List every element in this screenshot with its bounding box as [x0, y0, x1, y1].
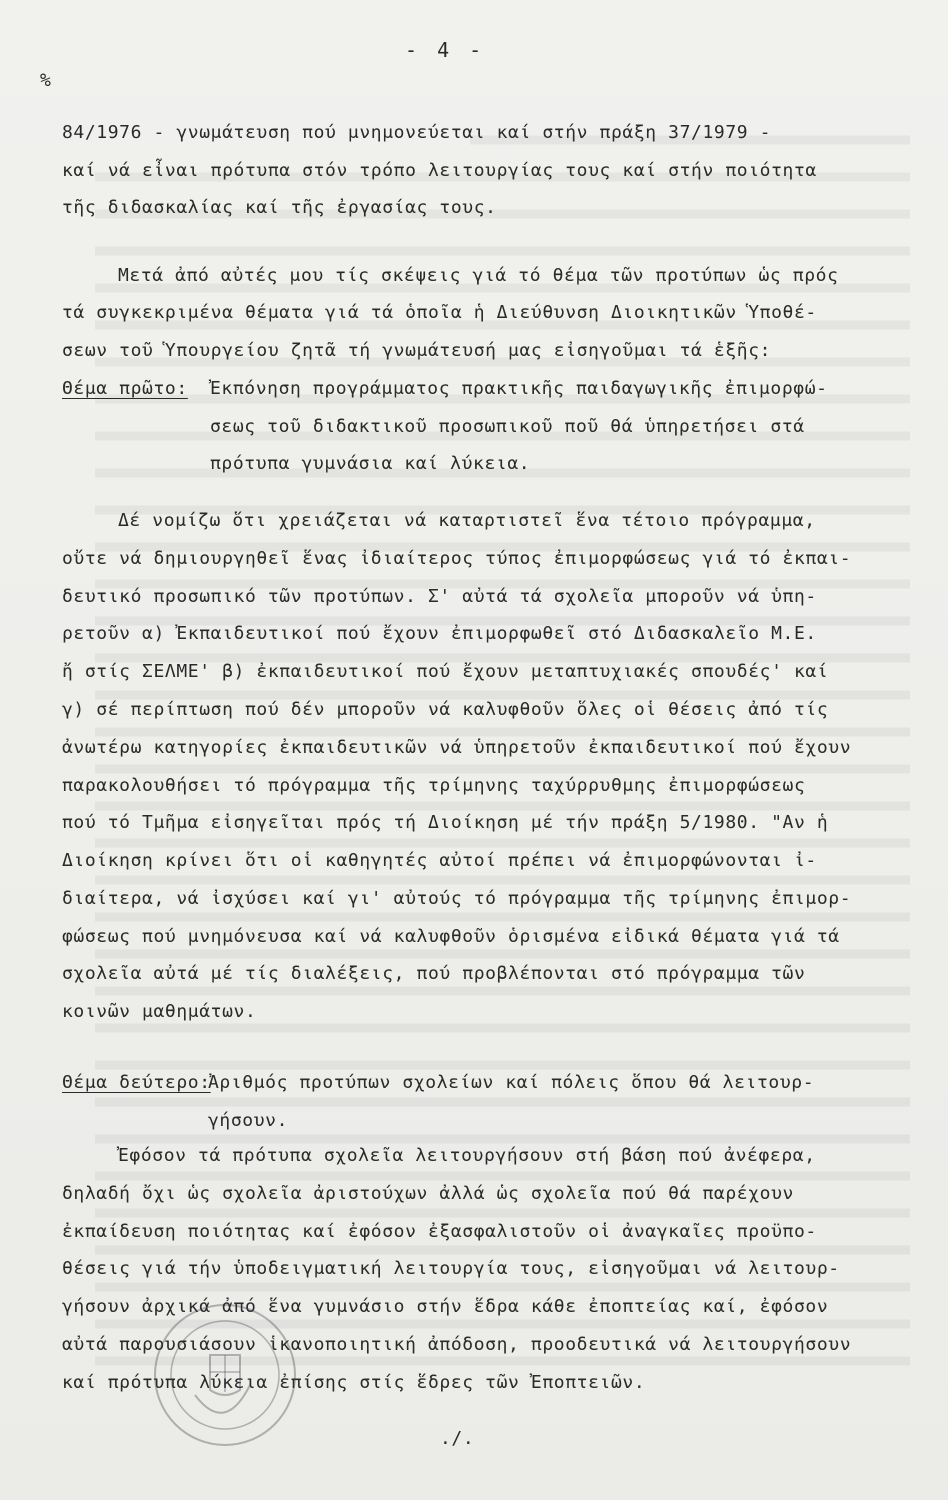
theme-one-line: Ἐκπόνηση προγράμματος πρακτικῆς παιδαγωγικῆς ἐπιμορφώ- — [210, 378, 828, 399]
corner-mark: % — [40, 70, 52, 91]
theme-two-line: Ἀριθμός προτύπων σχολείων καί πόλεις ὅπου θά λειτουρ- — [208, 1072, 815, 1093]
paragraph-line: πού τό Τμῆμα εἰσηγεῖται πρός τή Διοίκηση μέ τήν πράξη 5/1980. "Αν ἡ — [62, 812, 829, 833]
paragraph-line: θέσεις γιά τήν ὑποδειγματική λειτουργία τους, εἰσηγοῦμαι νά λειτουρ- — [62, 1258, 840, 1279]
page-number: - 4 - — [405, 38, 486, 62]
paragraph-line: γ) σέ περίπτωση πού δέν μποροῦν νά καλυφθοῦν ὅλες οἱ θέσεις ἀπό τίς — [62, 699, 829, 720]
body-line: σεων τοῦ Ὑπουργείου ζητᾶ τή γνωμάτευσή μας εἰσηγοῦμαι τά ἑξῆς: — [62, 340, 772, 361]
paragraph-line: δηλαδή ὄχι ὡς σχολεῖα ἀριστούχων ἀλλά ὡς σχολεῖα πού θά παρέχουν — [62, 1183, 794, 1204]
paragraph-line: διαίτερα, νά ἰσχύσει καί γι' αὐτούς τό πρόγραμμα τῆς τρίμηνης ἐπιμορ- — [62, 888, 852, 909]
paragraph-line: Δέ νομίζω ὅτι χρειάζεται νά καταρτιστεῖ ἕνα τέτοιο πρόγραμμα, — [118, 510, 816, 531]
body-line: Μετά ἀπό αὐτές μου τίς σκέψεις γιά τό θέμα τῶν προτύπων ὡς πρός — [118, 265, 839, 286]
official-stamp-seal — [150, 1300, 300, 1450]
paragraph-line: κοινῶν μαθημάτων. — [62, 1001, 257, 1022]
theme-two-label: Θέμα δεύτερο: — [62, 1072, 211, 1093]
paragraph-line: δευτικό προσωπικό τῶν προτύπων. Σ' αὐτά τά σχολεῖα μποροῦν νά ὑπη- — [62, 586, 817, 607]
paragraph-line: καί πρότυπα λύκεια ἐπίσης στίς ἕδρες τῶν Ἐποπτειῶν. — [62, 1372, 646, 1393]
paragraph-line: αὐτά παρουσιάσουν ἱκανοποιητική ἀπόδοση, προοδευτικά νά λειτουργήσουν — [62, 1334, 852, 1355]
theme-one-line: σεως τοῦ διδακτικοῦ προσωπικοῦ ποῦ θά ὑπηρετήσει στά — [210, 416, 805, 437]
body-line: τά συγκεκριμένα θέματα γιά τά ὁποῖα ἡ Διεύθυνση Διοικητικῶν Ὑποθέ- — [62, 302, 817, 323]
theme-one-line: πρότυπα γυμνάσια καί λύκεια. — [210, 453, 531, 474]
paragraph-line: σχολεῖα αὐτά μέ τίς διαλέξεις, πού προβλέπονται στό πρόγραμμα τῶν — [62, 963, 806, 984]
theme-two-line: γήσουν. — [208, 1110, 289, 1131]
paragraph-line: Ἐφόσον τά πρότυπα σχολεῖα λειτουργήσουν στή βάση πού ἀνέφερα, — [118, 1145, 816, 1166]
paragraph-line: φώσεως πού μνημόνευσα καί νά καλυφθοῦν ὁρισμένα εἰδικά θέματα γιά τά — [62, 926, 840, 947]
paragraph-line: παρακολουθήσει τό πρόγραμμα τῆς τρίμηνης ταχύρρυθμης ἐπιμορφώσεως — [62, 775, 806, 796]
paragraph-line: ἐκπαίδευση ποιότητας καί ἐφόσον ἐξασφαλιστοῦν οἱ ἀναγκαῖες προϋπο- — [62, 1221, 817, 1242]
paragraph-line: ἀνωτέρω κατηγορίες ἐκπαιδευτικῶν νά ὑπηρετοῦν ἐκπαιδευτικοί πού ἔχουν — [62, 737, 852, 758]
paragraph-line: ἤ στίς ΣΕΛΜΕ' β) ἐκπαιδευτικοί πού ἔχουν μεταπτυχιακές σπουδές' καί — [62, 661, 829, 682]
paragraph-line: οὔτε νά δημιουργηθεῖ ἕνας ἰδιαίτερος τύπος ἐπιμορφώσεως γιά τό ἐκπαι- — [62, 548, 852, 569]
paragraph-line: Διοίκηση κρίνει ὅτι οἱ καθηγητές αὐτοί πρέπει νά ἐπιμορφώνονται ἰ- — [62, 850, 817, 871]
paragraph-line: γήσουν ἀρχικά ἀπό ἕνα γυμνάσιο στήν ἕδρα κάθε ἐποπτείας καί, ἐφόσον — [62, 1296, 829, 1317]
theme-one-label: Θέμα πρῶτο: — [62, 378, 188, 399]
paragraph-line: ρετοῦν α) Ἐκπαιδευτικοί πού ἔχουν ἐπιμορφωθεῖ στό Διδασκαλεῖο Μ.Ε. — [62, 623, 817, 644]
body-line: τῆς διδασκαλίας καί τῆς ἐργασίας τους. — [62, 197, 497, 218]
body-line: καί νά εἶναι πρότυπα στόν τρόπο λειτουργίας τους καί στήν ποιότητα — [62, 160, 817, 181]
body-line: 84/1976 - γνωμάτευση πού μνημονεύεται καί στήν πράξη 37/1979 - — [62, 122, 772, 143]
continuation-mark: ./. — [440, 1428, 475, 1449]
